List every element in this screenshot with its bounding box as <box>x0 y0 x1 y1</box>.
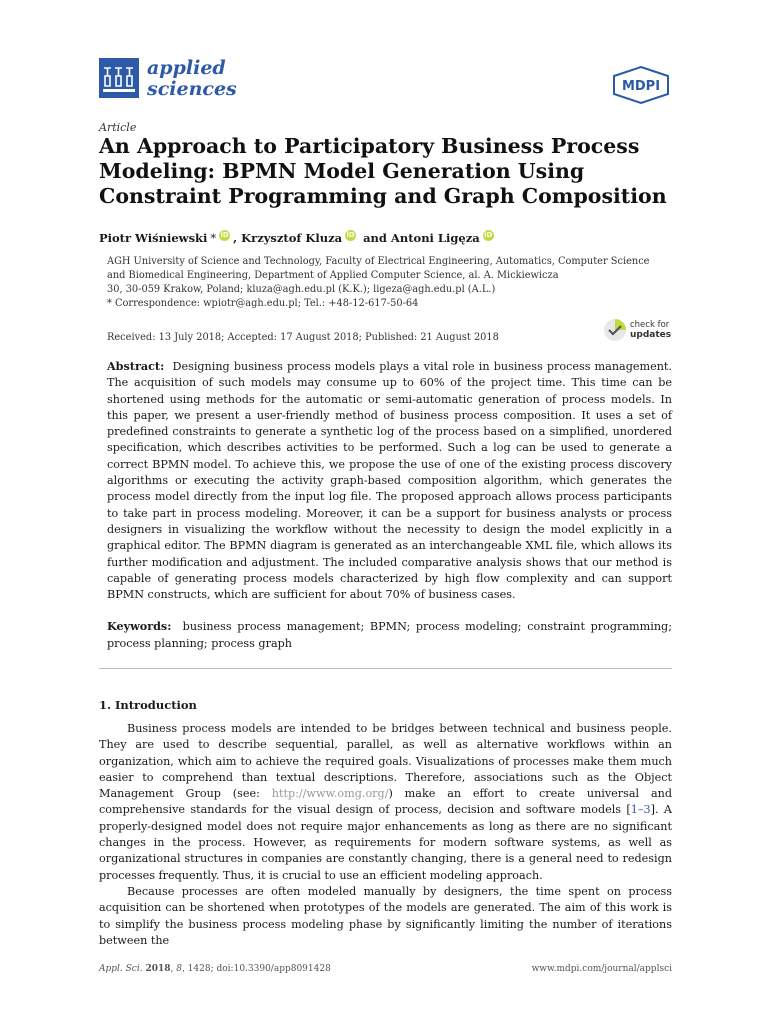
footer-doi: , 1428; doi:10.3390/app8091428 <box>181 964 331 974</box>
keywords-text: business process management; BPMN; process modeling; constraint programming; process planning; process graph <box>107 620 672 650</box>
affiliation-line: 30, 30-059 Krakow, Poland; kluza@agh.edu.pl (K.K.); ligeza@agh.edu.pl (A.L.) <box>107 284 496 295</box>
article-type: Article <box>99 121 137 134</box>
orcid-icon[interactable] <box>219 230 230 241</box>
check-updates-icon <box>603 318 627 342</box>
keywords-label: Keywords: <box>107 619 172 633</box>
affiliation-line: AGH University of Science and Technology, Faculty of Electrical Engineering, Automatics, Computer Science <box>107 256 650 267</box>
journal-name-line1: applied <box>147 57 226 79</box>
mdpi-logo-icon <box>612 66 670 104</box>
footer-volume: 8 <box>176 964 182 974</box>
author-name: Antoni Ligęza <box>390 231 480 245</box>
journal-logo <box>99 58 237 100</box>
check-updates-line1: check for <box>630 320 670 330</box>
author-name: Piotr Wiśniewski <box>99 231 208 245</box>
check-for-updates-badge[interactable] <box>603 318 671 342</box>
corresponding-marker: * <box>210 231 217 245</box>
abstract-text: Designing business process models plays a vital role in business process management. The acquisition of such models may consume up to 60% of the project time. This time can be shortened using methods for the automatic or semi-automatic generation of process models. In this paper, we present a user-friendly method of business process composition. It uses a set of predefined constraints to generate a synthetic log of the process based on a simplified, unordered specification, which describes activities to be performed. Such a log can be used to generate a correct BPMN model. To achieve this, we propose the use of one of the existing process discovery algorithms or executing the activity graph-based composition algorithm, which generates the process model directly from the input log file. The proposed approach allows process participants to take part in process modeling. Moreover, it can be a support for business analysts or process designers in visualizing the workflow without the necessity to design the model explicitly in a graphical editor. The BPMN diagram is generated as an interchangeable XML file, which allows its further modification and adjustment. The included comparative analysis shows that our method is capable of generating process models characterized by high flow complexity and can support BPMN constructs, which are sufficient for about 70% of business cases. <box>107 360 672 602</box>
orcid-icon[interactable] <box>483 230 494 241</box>
abstract-label: Abstract: <box>107 359 165 373</box>
introduction-body <box>99 721 672 949</box>
paper-title: An Approach to Participatory Business Process Modeling: BPMN Model Generation Using Constraint Programming and Graph Composition <box>99 134 667 208</box>
omg-link[interactable]: http://www.omg.org/ <box>271 787 389 801</box>
paragraph-text: ]. A properly-designed model does not require major enhancements as long as there are no significant changes in the process. However, as requirements for modern software systems, as well as organizational structures in companies are constantly changing, there is a general need to redesign processes frequently. Thus, it is crucial to use an efficient modeling approach. <box>99 803 672 882</box>
footer-url[interactable]: www.mdpi.com/journal/applsci <box>531 964 672 974</box>
section-heading: 1. Introduction <box>99 698 197 712</box>
orcid-glyph: iD <box>346 230 355 239</box>
author-name: Krzysztof Kluza <box>241 231 343 245</box>
paragraph-text: ) make an effort to create universal and comprehensive standards for the visual design of process, decision and software models [ <box>99 787 673 817</box>
footer-citation: Appl. Sci. 2018, 8, 1428; doi:10.3390/app8091428 <box>99 964 331 974</box>
publisher-name: MDPI <box>621 79 661 94</box>
journal-abbrev: Appl. Sci. <box>99 964 143 974</box>
affiliation-block <box>107 255 672 311</box>
correspondence-line: * Correspondence: wpiotr@agh.edu.pl; Tel.: +48-12-617-50-64 <box>107 298 419 309</box>
journal-name-line2: sciences <box>147 78 237 100</box>
citation-link[interactable]: 1–3 <box>630 803 651 817</box>
orcid-icon[interactable] <box>345 230 356 241</box>
applied-sciences-logo-icon <box>99 58 139 98</box>
orcid-glyph: iD <box>484 230 493 239</box>
footer-year: 2018 <box>145 964 171 974</box>
paragraph-text: Business process models are intended to be bridges between technical and business people. They are used to describe sequential, parallel, as well as alternative workflows within an organization, which aim to achieve the required goals. Visualizations of processes make them much easier to comprehend than textual descriptions. Therefore, associations such as the Object Management Group (see: <box>99 722 672 801</box>
orcid-glyph: iD <box>220 230 229 239</box>
check-updates-line2: updates <box>630 330 672 340</box>
affiliation-line: and Biomedical Engineering, Department of Applied Computer Science, al. A. Mickiewicza <box>107 270 559 281</box>
author-separator: , <box>233 231 238 245</box>
section-divider <box>99 668 672 669</box>
paragraph: Because processes are often modeled manually by designers, the time spent on process acquisition can be shortened when prototypes of the models are generated. The aim of this work is to simplify the business process modeling phase by significantly limiting the number of iterations between the <box>99 884 672 947</box>
check-updates-text <box>630 320 671 340</box>
journal-name <box>147 58 237 100</box>
paragraph <box>99 721 672 884</box>
author-list <box>99 231 497 245</box>
publication-dates: Received: 13 July 2018; Accepted: 17 August 2018; Published: 21 August 2018 <box>107 332 499 343</box>
keywords <box>107 618 672 652</box>
author-and: and <box>363 231 387 245</box>
abstract <box>107 358 672 603</box>
